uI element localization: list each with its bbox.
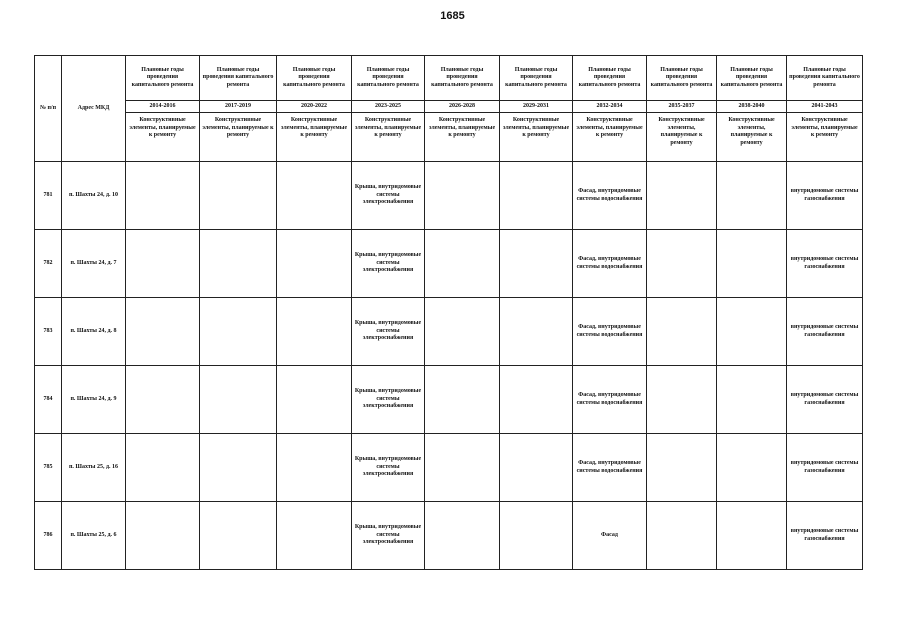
row-cell-2038-2040 xyxy=(717,502,787,570)
row-cell-2026-2028 xyxy=(425,502,500,570)
page-number: 1685 xyxy=(440,10,465,22)
header-period-title: Плановые годы проведения капитального ремонта xyxy=(352,56,425,101)
row-cell-2017-2019 xyxy=(200,502,277,570)
row-address: п. Шахты 24, д. 7 xyxy=(62,230,126,298)
table-row xyxy=(35,502,863,570)
header-period: 2020-2022 xyxy=(277,101,352,113)
row-cell-2035-2037 xyxy=(647,502,717,570)
row-cell-2017-2019 xyxy=(200,434,277,502)
header-period-title: Плановые годы проведения капитального ремонта xyxy=(425,56,500,101)
row-number: 784 xyxy=(35,366,62,434)
row-cell-2023-2025: Крыша, внутридомовые системы электроснабжения xyxy=(352,230,425,298)
row-cell-2014-2016 xyxy=(126,298,200,366)
row-cell-2014-2016 xyxy=(126,434,200,502)
row-address: п. Шахты 25, д. 16 xyxy=(62,434,126,502)
row-cell-2017-2019 xyxy=(200,298,277,366)
row-number: 782 xyxy=(35,230,62,298)
header-elements-label: Конструктивные элементы, планируемые к ремонту xyxy=(425,113,500,162)
row-cell-2032-2034: Фасад, внутридомовые системы водоснабжения xyxy=(573,434,647,502)
header-elements-label: Конструктивные элементы, планируемые к ремонту xyxy=(787,113,863,162)
header-period-title: Плановые годы проведения капитального ремонта xyxy=(126,56,200,101)
table-row xyxy=(35,162,863,230)
row-cell-2038-2040 xyxy=(717,162,787,230)
row-cell-2032-2034: Фасад, внутридомовые системы водоснабжения xyxy=(573,366,647,434)
table-row xyxy=(35,434,863,502)
header-period: 2041-2043 xyxy=(787,101,863,113)
header-num: № п/п xyxy=(35,56,62,162)
row-cell-2029-2031 xyxy=(500,366,573,434)
row-cell-2041-2043: внутридомовые системы газоснабжения xyxy=(787,366,863,434)
header-elements-label: Конструктивные элементы, планируемые к ремонту xyxy=(352,113,425,162)
row-address: п. Шахты 25, д. 6 xyxy=(62,502,126,570)
header-elements-label: Конструктивные элементы, планируемые к ремонту xyxy=(200,113,277,162)
header-period-title: Плановые годы проведения капитального ремонта xyxy=(717,56,787,101)
header-period: 2029-2031 xyxy=(500,101,573,113)
row-cell-2029-2031 xyxy=(500,298,573,366)
row-cell-2041-2043: внутридомовые системы газоснабжения xyxy=(787,434,863,502)
row-cell-2038-2040 xyxy=(717,298,787,366)
header-row-periods xyxy=(35,101,863,113)
header-period: 2035-2037 xyxy=(647,101,717,113)
row-cell-2017-2019 xyxy=(200,162,277,230)
row-cell-2035-2037 xyxy=(647,230,717,298)
header-period-title: Плановые годы проведения капитального ремонта xyxy=(787,56,863,101)
row-cell-2017-2019 xyxy=(200,366,277,434)
row-cell-2041-2043: внутридомовые системы газоснабжения xyxy=(787,502,863,570)
row-cell-2020-2022 xyxy=(277,162,352,230)
header-period: 2026-2028 xyxy=(425,101,500,113)
row-cell-2038-2040 xyxy=(717,230,787,298)
row-cell-2026-2028 xyxy=(425,230,500,298)
row-cell-2023-2025: Крыша, внутридомовые системы электроснабжения xyxy=(352,434,425,502)
header-elements-label: Конструктивные элементы, планируемые к ремонту xyxy=(500,113,573,162)
row-cell-2035-2037 xyxy=(647,162,717,230)
row-cell-2038-2040 xyxy=(717,366,787,434)
row-cell-2020-2022 xyxy=(277,434,352,502)
row-number: 783 xyxy=(35,298,62,366)
header-period-title: Плановые годы проведения капитального ремонта xyxy=(277,56,352,101)
row-cell-2020-2022 xyxy=(277,230,352,298)
header-period: 2038-2040 xyxy=(717,101,787,113)
row-cell-2020-2022 xyxy=(277,502,352,570)
row-cell-2032-2034: Фасад, внутридомовые системы водоснабжения xyxy=(573,162,647,230)
header-elements-label: Конструктивные элементы, планируемые к ремонту xyxy=(126,113,200,162)
row-cell-2029-2031 xyxy=(500,434,573,502)
header-elements-label: Конструктивные элементы, планируемые к ремонту xyxy=(573,113,647,162)
row-cell-2035-2037 xyxy=(647,298,717,366)
row-cell-2029-2031 xyxy=(500,502,573,570)
row-cell-2035-2037 xyxy=(647,434,717,502)
header-elements-label: Конструктивные элементы, планируемые к ремонту xyxy=(717,113,787,162)
table-row xyxy=(35,366,863,434)
row-cell-2041-2043: внутридомовые системы газоснабжения xyxy=(787,230,863,298)
table-row xyxy=(35,298,863,366)
row-cell-2032-2034: Фасад xyxy=(573,502,647,570)
row-cell-2026-2028 xyxy=(425,162,500,230)
header-period-title: Плановые годы проведения капитального ремонта xyxy=(200,56,277,101)
row-cell-2032-2034: Фасад, внутридомовые системы водоснабжения xyxy=(573,298,647,366)
row-number: 786 xyxy=(35,502,62,570)
row-cell-2014-2016 xyxy=(126,502,200,570)
header-period-title: Плановые годы проведения капитального ремонта xyxy=(647,56,717,101)
header-period-title: Плановые годы проведения капитального ремонта xyxy=(573,56,647,101)
repair-plan-table xyxy=(34,55,863,570)
header-address: Адрес МКД xyxy=(62,56,126,162)
header-period-title: Плановые годы проведения капитального ремонта xyxy=(500,56,573,101)
header-period: 2017-2019 xyxy=(200,101,277,113)
header-row-elements xyxy=(35,113,863,162)
row-cell-2014-2016 xyxy=(126,366,200,434)
row-cell-2023-2025: Крыша, внутридомовые системы электроснабжения xyxy=(352,366,425,434)
table-row xyxy=(35,230,863,298)
header-row-titles xyxy=(35,56,863,101)
row-cell-2020-2022 xyxy=(277,366,352,434)
header-elements-label: Конструктивные элементы, планируемые к ремонту xyxy=(647,113,717,162)
row-cell-2023-2025: Крыша, внутридомовые системы электроснабжения xyxy=(352,502,425,570)
row-cell-2041-2043: внутридомовые системы газоснабжения xyxy=(787,298,863,366)
row-cell-2020-2022 xyxy=(277,298,352,366)
row-cell-2026-2028 xyxy=(425,366,500,434)
header-period: 2023-2025 xyxy=(352,101,425,113)
row-address: п. Шахты 24, д. 8 xyxy=(62,298,126,366)
row-cell-2023-2025: Крыша, внутридомовые системы электроснабжения xyxy=(352,298,425,366)
row-address: п. Шахты 24, д. 9 xyxy=(62,366,126,434)
row-cell-2026-2028 xyxy=(425,298,500,366)
row-number: 785 xyxy=(35,434,62,502)
row-address: п. Шахты 24, д. 10 xyxy=(62,162,126,230)
row-cell-2041-2043: внутридомовые системы газоснабжения xyxy=(787,162,863,230)
header-elements-label: Конструктивные элементы, планируемые к ремонту xyxy=(277,113,352,162)
row-cell-2017-2019 xyxy=(200,230,277,298)
row-number: 781 xyxy=(35,162,62,230)
row-cell-2035-2037 xyxy=(647,366,717,434)
row-cell-2014-2016 xyxy=(126,230,200,298)
row-cell-2029-2031 xyxy=(500,230,573,298)
row-cell-2014-2016 xyxy=(126,162,200,230)
header-period: 2014-2016 xyxy=(126,101,200,113)
row-cell-2029-2031 xyxy=(500,162,573,230)
row-cell-2038-2040 xyxy=(717,434,787,502)
header-period: 2032-2034 xyxy=(573,101,647,113)
row-cell-2023-2025: Крыша, внутридомовые системы электроснабжения xyxy=(352,162,425,230)
row-cell-2032-2034: Фасад, внутридомовые системы водоснабжения xyxy=(573,230,647,298)
row-cell-2026-2028 xyxy=(425,434,500,502)
